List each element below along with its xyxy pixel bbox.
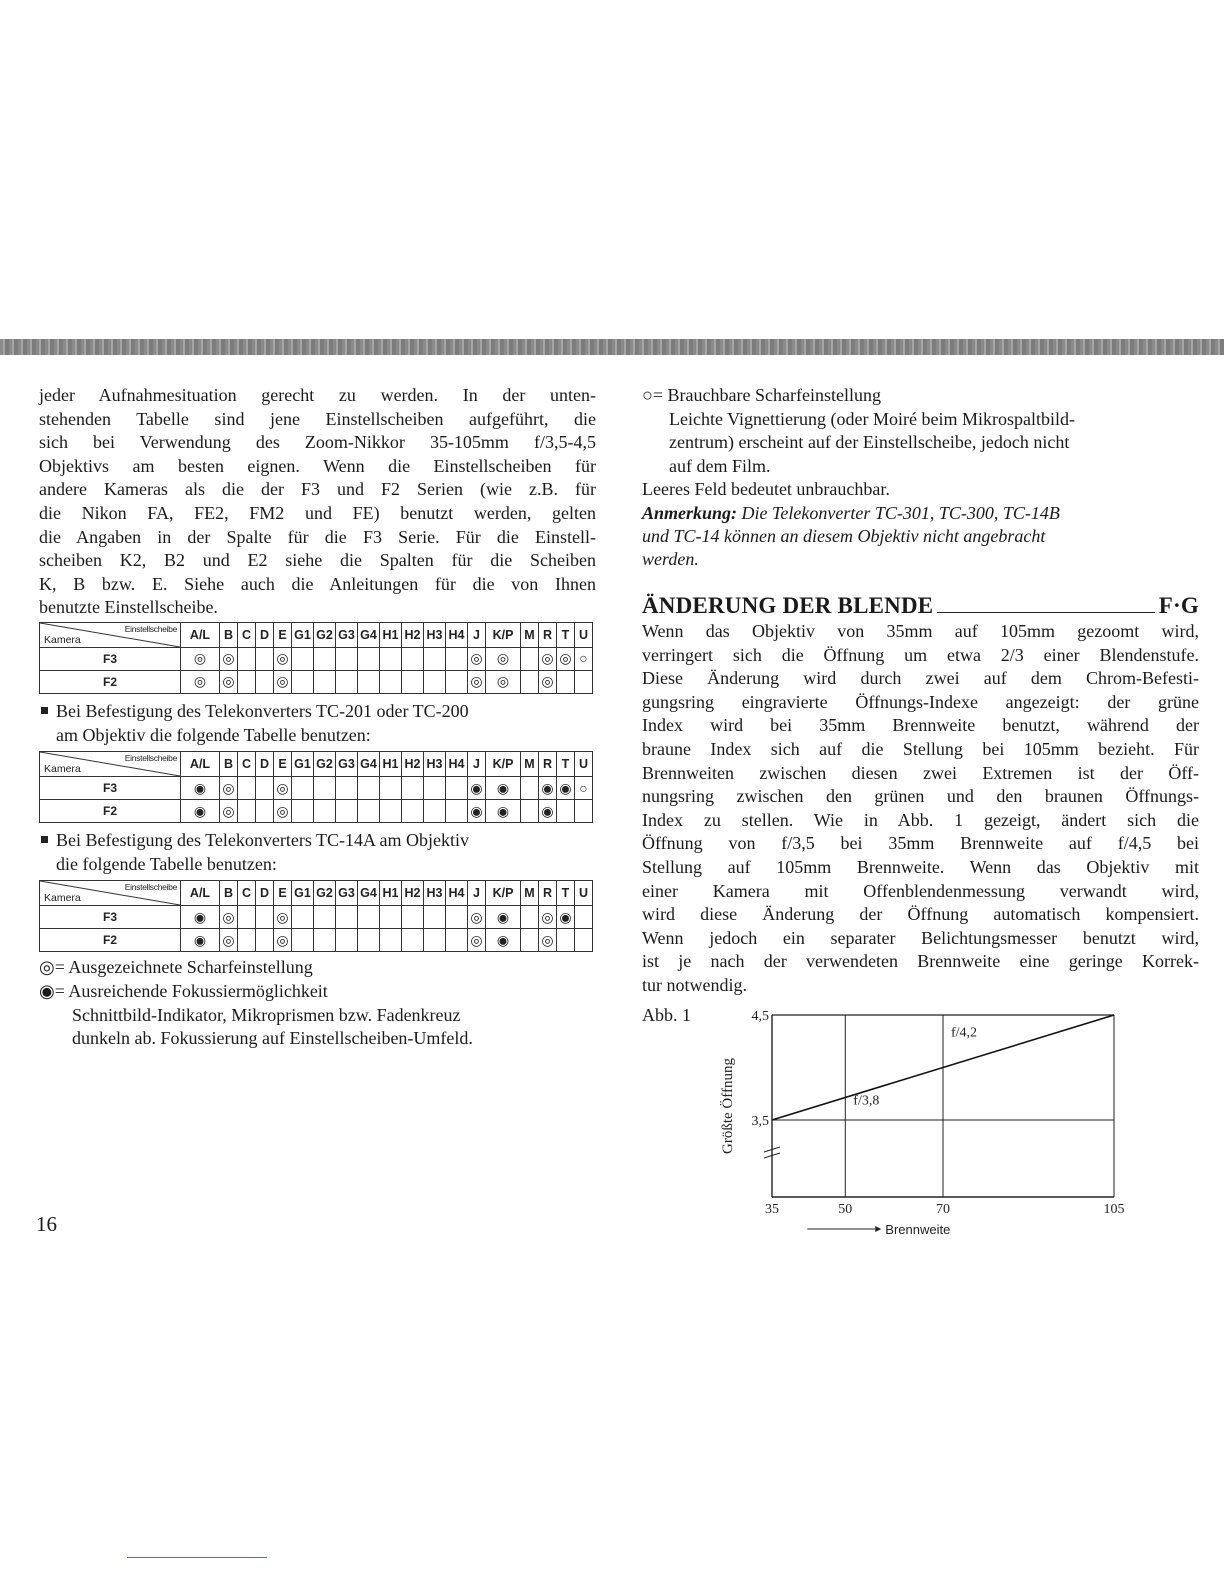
heading-title: ÄNDERUNG DER BLENDE [642,592,934,618]
table-cell [446,906,468,929]
table-cell [358,777,380,800]
table-row [40,929,593,952]
text-line: einer Kamera mit Offenblendenmessung verwandt wird, [642,880,1199,901]
table-cell: ◎ [468,647,486,670]
column-header: J [468,622,486,647]
text-line: Wenn jedoch ein separater Belichtungsmesser benutzt wird, [642,927,1199,948]
column-header: H4 [446,622,468,647]
column-header: R [539,881,557,906]
table-cell [238,929,256,952]
table-cell: ◎ [274,647,292,670]
remark-label: Anmerkung: [642,502,738,523]
table-cell [446,670,468,693]
column-header: H2 [402,622,424,647]
column-header: C [238,622,256,647]
table-cell: ◉ [486,929,521,952]
column-header: H2 [402,881,424,906]
table-cell: ○ [575,777,593,800]
table-cell [424,647,446,670]
bullet-text: Bei Befestigung des Telekonverters TC-14A am Objektiv [56,830,469,851]
table-cell: ◉ [181,777,220,800]
column-header: H1 [380,881,402,906]
column-header: A/L [181,752,220,777]
table-cell: ◎ [468,929,486,952]
column-header: H3 [424,622,446,647]
column-header: K/P [486,752,521,777]
header-camera: Kamera [44,633,81,646]
table-cell [314,647,336,670]
table-cell: ◉ [486,777,521,800]
table-cell [256,929,274,952]
text-line: Brennweiten zwischen diesen zwei Extremen ist der Öff- [642,762,1199,783]
column-header: C [238,752,256,777]
x-tick-label: 70 [936,1202,950,1218]
table-cell: ◉ [557,906,575,929]
table-cell [424,670,446,693]
table-cell: ◎ [539,929,557,952]
aperture-chart [702,1007,1222,1237]
column-header: R [539,622,557,647]
column-header: D [256,622,274,647]
camera-label: F3 [40,777,181,800]
column-header: J [468,752,486,777]
text-line: Objektivs am besten eignen. Wenn die Einstellscheiben für [39,455,596,476]
table-cell: ◎ [181,647,220,670]
table-cell [380,906,402,929]
header-screen: Einstellscheibe [124,753,177,764]
legend-excellent: ◎= Ausgezeichnete Scharfeinstellung [39,957,313,978]
column-header: G4 [358,752,380,777]
text-line: Index wird bei 35mm Brennweite benutzt, während der [642,715,1199,736]
y-tick-label: 4,5 [751,1009,769,1025]
column-header: G1 [292,622,314,647]
table-cell [292,647,314,670]
table-cell [575,800,593,823]
table-cell [256,670,274,693]
table-cell [402,800,424,823]
table-cell: ◎ [468,906,486,929]
column-header: C [238,881,256,906]
column-header: H4 [446,752,468,777]
header-camera: Kamera [44,763,81,776]
column-header: H4 [446,881,468,906]
column-header: D [256,881,274,906]
table-cell [402,777,424,800]
table-cell [314,670,336,693]
table-cell: ◉ [468,800,486,823]
table-cell: ◎ [468,670,486,693]
bullet-text: am Objektiv die folgende Tabelle benutzen: [56,724,371,745]
table-cell: ◉ [486,800,521,823]
table-cell: ◎ [486,670,521,693]
table-cell [402,647,424,670]
table-cell [446,929,468,952]
table-cell: ◎ [539,647,557,670]
focusing-screen-table-tc201 [39,751,596,823]
table-cell [575,906,593,929]
table-cell: ◎ [274,800,292,823]
figure-label: Abb. 1 [642,1005,691,1026]
column-header: G4 [358,622,380,647]
table-row [40,777,593,800]
table-cell [521,777,539,800]
x-tick-label: 35 [765,1202,779,1218]
column-header: D [256,752,274,777]
table-cell [402,670,424,693]
table-cell [424,777,446,800]
remark: Anmerkung: Die Telekonverter TC-301, TC-300, TC-14B und TC-14 können an diesem Objektiv nicht angebracht werden. [642,502,1060,569]
table-cell [358,800,380,823]
table-cell [336,647,358,670]
table-cell [256,777,274,800]
table-cell [314,800,336,823]
legend-right [642,384,1199,502]
table-cell [446,777,468,800]
table-cell: ○ [575,647,593,670]
column-header: G3 [336,881,358,906]
screen-table [39,622,593,694]
table-cell: ◉ [486,906,521,929]
table-cell: ◉ [181,906,220,929]
camera-label: F3 [40,647,181,670]
table-cell [292,906,314,929]
bullet-icon [41,707,48,714]
table-cell: ◎ [539,906,557,929]
heading-rule [937,612,1154,613]
table-corner-header [40,752,181,777]
x-tick-label: 50 [838,1202,853,1218]
table-row [40,670,593,693]
intro-paragraph [39,384,596,620]
column-header: B [220,752,238,777]
bullet-icon [41,836,48,843]
table-cell: ◎ [220,906,238,929]
camera-label: F2 [40,929,181,952]
text-line: andere Kameras als die der F3 und F2 Serien (wie z.B. für [39,479,596,500]
table-corner-header [40,881,181,906]
x-axis-label: Brennweite [885,1222,951,1238]
column-header: E [274,622,292,647]
table-cell [314,906,336,929]
text-line: die Nikon FA, FE2, FM2 und FE) benutzt werden, gelten [39,502,596,523]
table-cell [380,800,402,823]
text-line: jeder Aufnahmesituation gerecht zu werden. In der unten- [39,385,596,405]
text-line: tur notwendig. [642,974,747,995]
legend-sufficient: ◉= Ausreichende Fokussiermöglichkeit [39,980,328,1001]
table-corner-header [40,622,181,647]
legend-usable: ○= Brauchbare Scharfeinstellung [642,385,881,405]
column-header: H2 [402,752,424,777]
table-row [40,800,593,823]
table-cell [336,777,358,800]
table-cell [557,929,575,952]
top-grey-band [0,339,1224,355]
column-header: U [575,752,593,777]
column-header: G1 [292,752,314,777]
legend-usable-detail: Leichte Vignettierung (oder Moiré beim Mikrospaltbild- zentrum) erscheint auf der Einstellscheibe, jedoch nicht auf dem Film. [669,408,1075,476]
text-line: scheiben K2, B2 und E2 siehe die Spalten für die Scheiben [39,550,596,571]
column-header: E [274,752,292,777]
table-cell [238,647,256,670]
text-line: braune Index sich auf die Stellung bei 105mm bezieht. Für [642,738,1199,759]
table-cell: ◎ [274,906,292,929]
table-cell [557,800,575,823]
table-cell [292,777,314,800]
table-cell: ◉ [181,929,220,952]
table-cell: ◎ [220,777,238,800]
header-screen: Einstellscheibe [124,882,177,893]
table-cell [521,670,539,693]
annotation-label: f/3,8 [853,1093,880,1109]
table-cell [292,800,314,823]
legend-left [39,956,596,1050]
column-header: M [521,752,539,777]
table-cell: ◎ [220,647,238,670]
table-cell [292,929,314,952]
annotation-label: f/4,2 [951,1025,978,1041]
table-row [40,647,593,670]
table-cell [336,906,358,929]
table-cell [256,800,274,823]
column-header: G2 [314,622,336,647]
table-cell [521,929,539,952]
section-heading [642,593,1199,620]
table-cell [446,800,468,823]
table-cell [446,647,468,670]
column-header: G3 [336,622,358,647]
table-cell [358,906,380,929]
table-cell [314,777,336,800]
bullet-text: Bei Befestigung des Telekonverters TC-201 oder TC-200 [56,700,469,721]
column-header: T [557,752,575,777]
column-header: H1 [380,622,402,647]
column-header: G2 [314,752,336,777]
column-header: M [521,881,539,906]
left-column [39,384,596,1051]
table-cell: ◎ [557,647,575,670]
table-cell [521,800,539,823]
bullet-tc14a [39,829,596,876]
header-screen: Einstellscheibe [124,623,177,634]
column-header: R [539,752,557,777]
table-cell [256,647,274,670]
table-cell [380,777,402,800]
camera-label: F2 [40,800,181,823]
column-header: E [274,881,292,906]
column-header: M [521,622,539,647]
camera-label: F2 [40,670,181,693]
column-header: G3 [336,752,358,777]
body-paragraph [642,620,1199,998]
bullet-tc201 [39,700,596,747]
text-line: Öffnung von f/3,5 bei 35mm Brennweite auf f/4,5 bei [642,833,1199,854]
table-cell [424,929,446,952]
focusing-screen-table-tc14a [39,880,596,952]
text-line: Stellung auf 105mm Brennweite. Wenn das Objektiv mit [642,856,1199,877]
table-cell [292,670,314,693]
table-cell: ◎ [220,670,238,693]
column-header: A/L [181,881,220,906]
table-cell: ◉ [539,777,557,800]
table-cell: ◎ [486,647,521,670]
column-header: A/L [181,622,220,647]
table-cell [358,647,380,670]
legend-sufficient-detail: Schnittbild-Indikator, Mikroprismen bzw. Fadenkreuz dunkeln ab. Fokussierung auf Einstellscheiben-Umfeld. [72,1004,473,1049]
column-header: B [220,622,238,647]
column-header: H3 [424,881,446,906]
table-cell: ◎ [220,929,238,952]
table-cell [358,929,380,952]
page-number: 16 [36,1212,57,1236]
column-header: U [575,622,593,647]
table-cell: ◉ [181,800,220,823]
text-line: ist je nach der verwendeten Brennweite eine geringe Korrek- [642,951,1199,972]
table-cell [424,906,446,929]
screen-table [39,751,593,823]
text-line: gungsring eingravierte Öffnungs-Indexe angezeigt: der grüne [642,691,1199,712]
bullet-text: die folgende Tabelle benutzen: [56,853,277,874]
table-cell [336,800,358,823]
column-header: K/P [486,881,521,906]
table-cell: ◉ [468,777,486,800]
text-line: Index zu stellen. Wie in Abb. 1 gezeigt, ändert sich die [642,809,1199,830]
focusing-screen-table-standard [39,622,596,694]
column-header: K/P [486,622,521,647]
table-cell [336,929,358,952]
table-cell [238,777,256,800]
text-line: wird diese Änderung der Öffnung automatisch kompensiert. [642,904,1199,925]
table-cell [575,670,593,693]
text-line: K, B bzw. E. Siehe auch die Anleitungen für die von Ihnen [39,573,596,594]
header-camera: Kamera [44,892,81,905]
text-line: die Angaben in der Spalte für die F3 Serie. Für die Einstell- [39,526,596,547]
table-cell [238,800,256,823]
x-tick-label: 105 [1103,1202,1125,1218]
table-cell: ◎ [220,800,238,823]
x-label-arrowhead [875,1226,881,1232]
text-line: Wenn das Objektiv von 35mm auf 105mm gezoomt wird, [642,620,1199,641]
column-header: U [575,881,593,906]
figure-1 [642,1007,1199,1237]
table-cell: ◉ [557,777,575,800]
table-cell [380,647,402,670]
text-line: stehenden Tabelle sind jene Einstellscheiben aufgeführt, die [39,408,596,429]
table-cell: ◎ [274,777,292,800]
table-cell [314,929,336,952]
table-row [40,906,593,929]
y-axis-label: Größte Öffnung [720,1058,736,1155]
table-cell [402,929,424,952]
text-line: sich bei Verwendung des Zoom-Nikkor 35-105mm f/3,5-4,5 [39,432,596,453]
heading-tag: F·G [1158,592,1199,618]
table-cell [358,670,380,693]
table-cell [424,800,446,823]
empty-field-note: Leeres Feld bedeutet unbrauchbar. [642,479,890,500]
table-cell [238,906,256,929]
column-header: G2 [314,881,336,906]
table-cell: ◎ [274,929,292,952]
y-tick-label: 3,5 [751,1114,769,1130]
column-header: G4 [358,881,380,906]
column-header: H3 [424,752,446,777]
table-cell: ◉ [539,800,557,823]
column-header: G1 [292,881,314,906]
column-header: T [557,622,575,647]
table-cell [380,670,402,693]
table-cell [575,929,593,952]
text-line: verringert sich die Öffnung um etwa 2/3 einer Blendenstufe. [642,644,1199,665]
column-header: T [557,881,575,906]
camera-label: F3 [40,906,181,929]
table-cell [238,670,256,693]
column-header: B [220,881,238,906]
table-cell: ◎ [181,670,220,693]
table-cell: ◎ [274,670,292,693]
screen-table [39,880,593,952]
column-header: J [468,881,486,906]
table-cell [336,670,358,693]
text-line: nungsring zwischen den grünen und den braunen Öffnungs- [642,786,1199,807]
table-cell [521,647,539,670]
table-cell [521,906,539,929]
table-cell [557,670,575,693]
text-line: Diese Änderung wird durch zwei auf dem Chrom-Befesti- [642,668,1199,689]
table-cell: ◎ [539,670,557,693]
table-cell [402,906,424,929]
text-line: benutzte Einstellscheibe. [39,597,218,618]
column-header: H1 [380,752,402,777]
right-column [642,384,1199,1237]
table-cell [380,929,402,952]
bottom-rule [127,1557,267,1558]
table-cell [256,906,274,929]
